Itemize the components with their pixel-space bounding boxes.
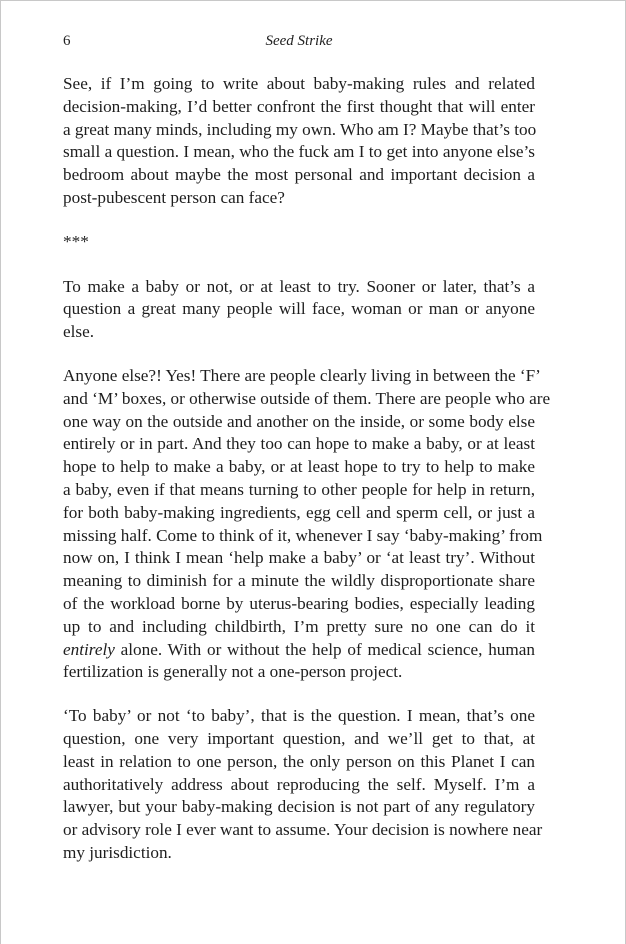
text-line: up to and including childbirth, I’m pretty sure no one can do it [63,616,535,636]
paragraph-3 [63,365,551,684]
text-line: lawyer, but your baby-making decision is not part of any regulatory [63,797,535,817]
section-separator: *** [63,231,89,251]
paragraph-2 [63,276,535,344]
text-line: meaning to diminish for a minute the wildly disproportionate share [63,571,535,591]
text-line: for both baby-making ingredients, egg cell and sperm cell, or just a [63,502,535,522]
text-line: post-pubescent person can face? [63,187,285,207]
text-line: least in relation to one person, the only person on this Planet I can [63,751,535,771]
text-line: bedroom about maybe the most personal and important decision a [63,165,535,185]
text-line: ‘To baby’ or not ‘to baby’, that is the question. I mean, that’s one [63,706,535,726]
text-line: fertilization is generally not a one-person project. [63,662,403,682]
text-line: decision-making, I’d better confront the first thought that will enter [63,96,535,116]
text-line: else. [63,322,95,342]
text-line: my jurisdiction. [63,842,172,862]
text-line: a great many minds, including my own. Who am I? Maybe that’s too [63,119,537,139]
page-number: 6 [63,33,71,49]
text-line: a baby, even if that means turning to other people for help in return, [63,479,535,499]
page-body [63,73,551,886]
text-line: See, if I’m going to write about baby-making rules and related [63,74,535,93]
text-line: missing half. Come to think of it, whenever I say ‘baby-making’ from [63,525,543,545]
text-line: To make a baby or not, or at least to try. Sooner or later, that’s a [63,276,535,296]
text-line: or advisory role I ever want to assume. Your decision is nowhere near [63,820,543,840]
text-line: Anyone else?! Yes! There are people clearly living in between the ‘F’ [63,365,541,385]
paragraph-1 [63,73,535,210]
text-line: question, one very important question, and we’ll get to that, at [63,728,535,748]
text-line: hope to help to make a baby, or at least hope to try to help to make [63,457,535,477]
text-line: now on, I think I mean ‘help make a baby’ or ‘at least try’. Without [63,548,535,568]
text-line: and ‘M’ boxes, or otherwise outside of them. There are people who are [63,388,551,408]
text-line: of the workload borne by uterus-bearing bodies, especially leading [63,593,535,613]
text-line: one way on the outside and another on the inside, or some body else [63,411,535,431]
text-line [63,639,535,662]
text-span: alone. With or without the help of medical science, human [114,639,535,659]
text-line: entirely or in part. And they too can hope to make a baby, or at least [63,434,535,454]
emphasis: entirely [63,639,115,659]
paragraph-4 [63,705,543,865]
page-header [63,33,535,53]
text-line: question a great many people will face, woman or man or anyone [63,299,535,319]
text-line: authoritatively address about reproducing the self. Myself. I’m a [63,774,535,794]
running-title: Seed Strike [265,33,333,49]
text-line: small a question. I mean, who the fuck am I to get into anyone else’s [63,142,535,162]
